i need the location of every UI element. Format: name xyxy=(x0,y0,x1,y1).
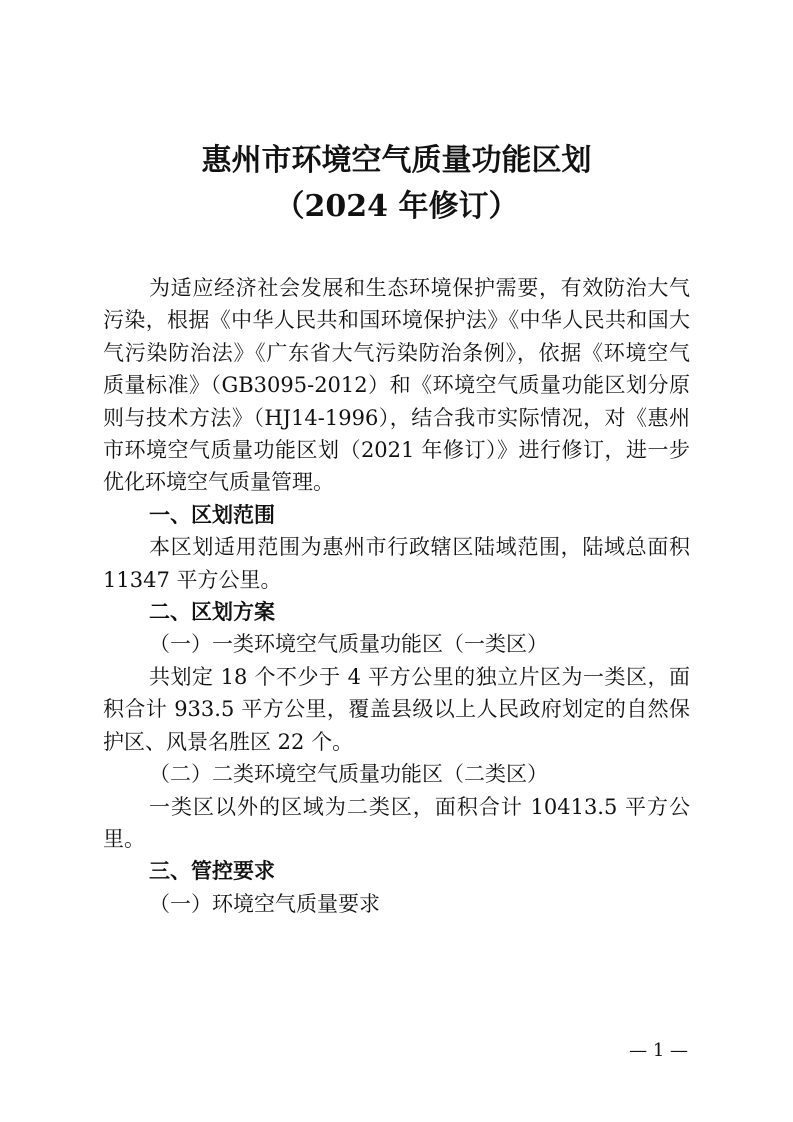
class2-paragraph: 一类区以外的区域为二类区，面积合计 10413.5 平方公里。 xyxy=(103,794,690,851)
section-heading-plan: 二、区划方案 xyxy=(149,600,275,625)
intro-paragraph: 为适应经济社会发展和生态环境保护需要，有效防治大气污染，根据《中华人民共和国环境保护法》《中华人民共和国大气污染防治法》《广东省大气污染防治条例》，依据《环境空气质量标准》（GB3095-2012）和《环境空气质量功能区划分原则与技术方法》（HJ14-1996），结合我市实际情况，对《惠州市环境空气质量功能区划（2021 年修订）》进行修订，进一步优化环境空气质量管理。 xyxy=(103,276,690,495)
subsection-heading-air-quality: （一）环境空气质量要求 xyxy=(149,891,380,916)
document-title: 惠州市环境空气质量功能区划 xyxy=(201,143,592,178)
document-body xyxy=(103,272,690,920)
section-heading-scope: 一、区划范围 xyxy=(149,502,275,527)
subsection-heading-class2: （二）二类环境空气质量功能区（二类区） xyxy=(149,762,548,787)
document-subtitle: （2024 年修订） xyxy=(274,189,519,224)
page-number: — 1 — xyxy=(629,1040,688,1061)
class1-paragraph: 共划定 18 个不少于 4 平方公里的独立片区为一类区，面积合计 933.5 平方公里，覆盖县级以上人民政府划定的自然保护区、风景名胜区 22 个。 xyxy=(103,664,690,754)
section-heading-control: 三、管控要求 xyxy=(149,859,275,884)
subsection-heading-class1: （一）一类环境空气质量功能区（一类区） xyxy=(149,632,548,657)
scope-paragraph: 本区划适用范围为惠州市行政辖区陆域范围，陆域总面积 11347 平方公里。 xyxy=(103,535,690,592)
